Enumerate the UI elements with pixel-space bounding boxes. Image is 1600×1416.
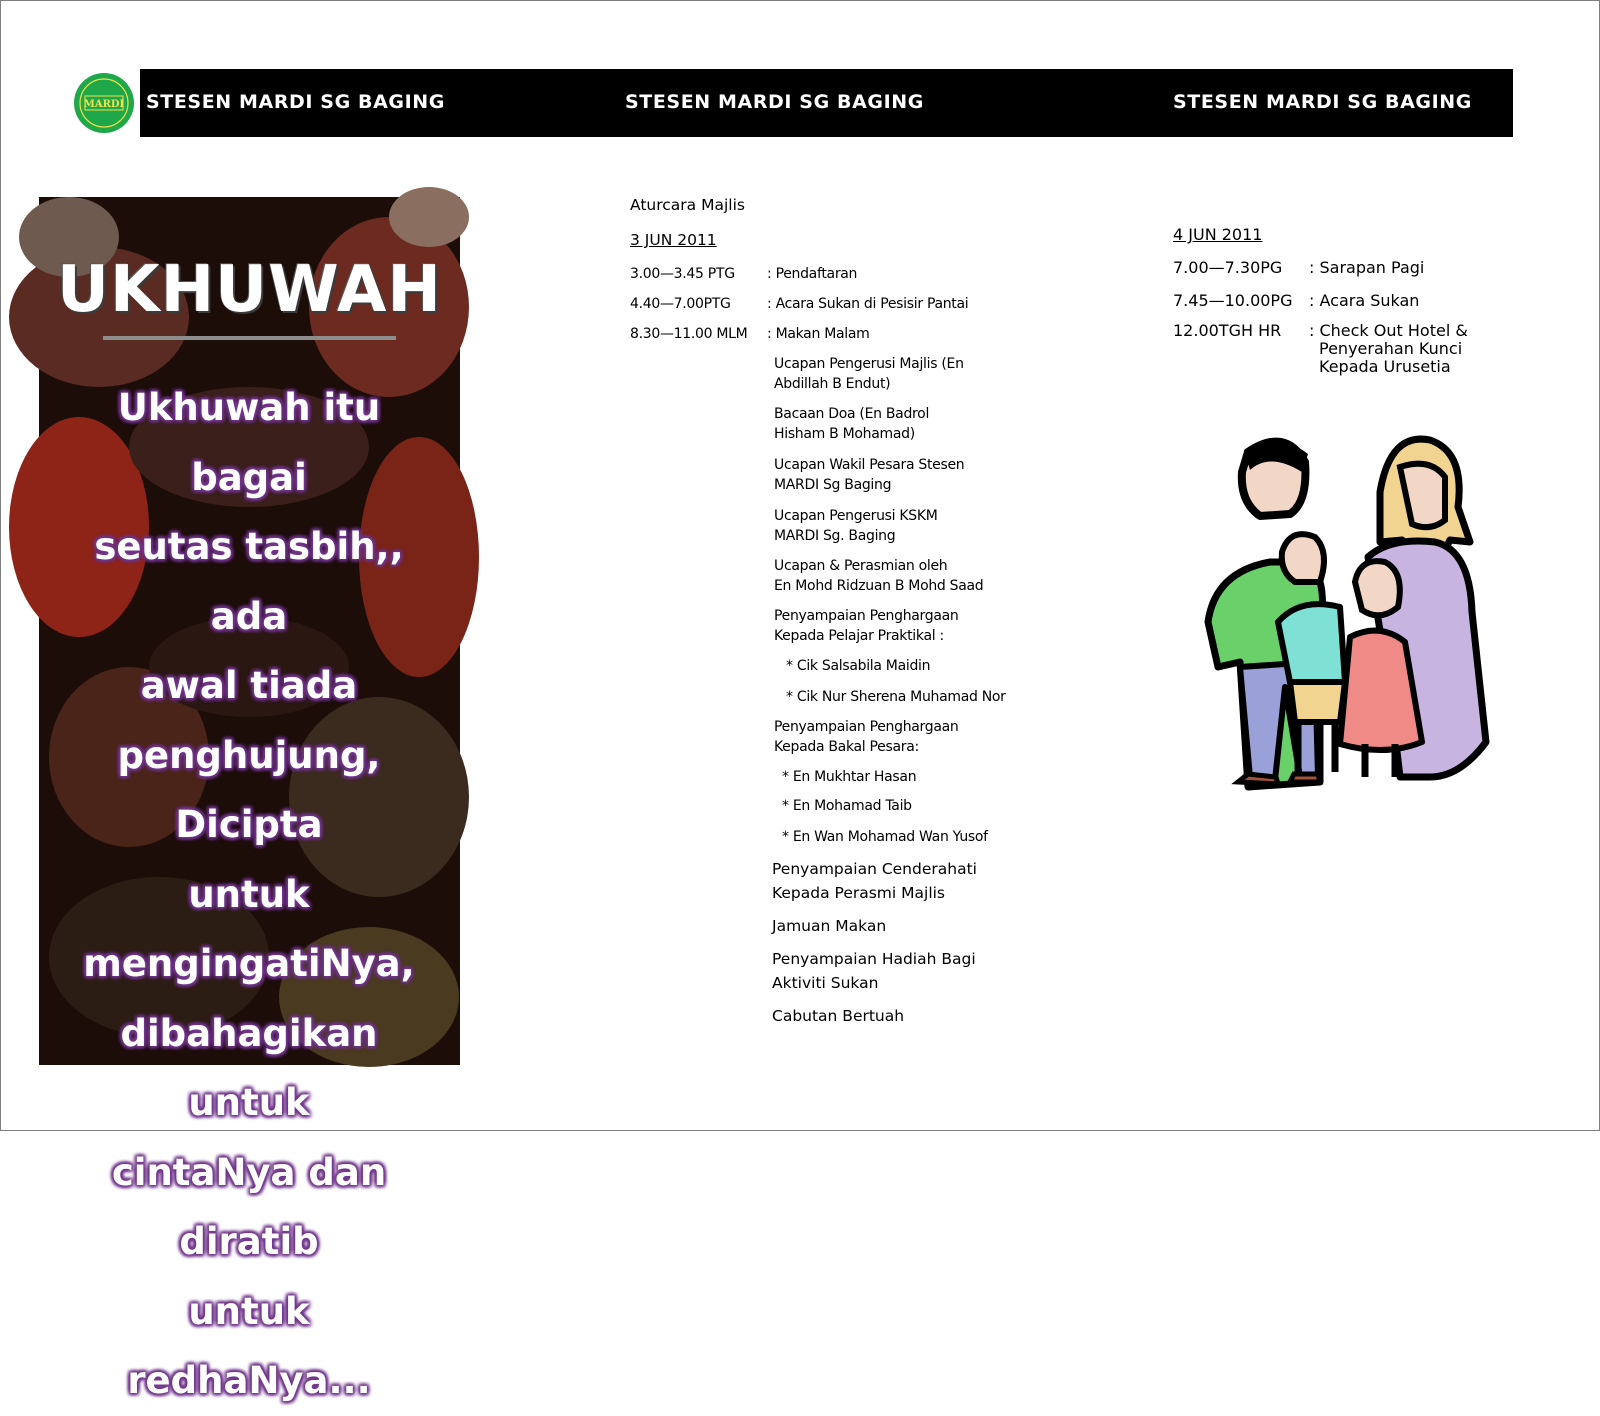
- quote-line: seutas tasbih,, ada: [94, 525, 404, 638]
- day2-row-item-cont: Penyerahan Kunci: [1319, 339, 1463, 358]
- quote-line: untuk: [188, 872, 310, 916]
- sub-item-line: Ucapan Pengerusi Majlis (En: [774, 356, 964, 372]
- quote-line: awal tiada: [140, 664, 358, 707]
- poster-quote: [69, 373, 429, 1416]
- quote-line: mengingatiNya,: [83, 942, 415, 985]
- day2-row-time: 7.00—7.30PG: [1173, 258, 1283, 277]
- header-title-right: STESEN MARDI SG BAGING: [1173, 91, 1472, 113]
- sub-item-line: MARDI Sg. Baging: [774, 528, 896, 544]
- programme-heading: Aturcara Majlis: [630, 196, 745, 214]
- quote-line: Ukhuwah itu bagai: [117, 386, 381, 499]
- quote-line: untuk redhaNya...: [127, 1289, 371, 1402]
- day1-row-item: : Acara Sukan di Pesisir Pantai: [767, 296, 969, 312]
- sub-item-line: Bacaan Doa (En Badrol: [774, 406, 930, 422]
- student-name: * Cik Nur Sherena Muhamad Nor: [786, 689, 1006, 705]
- mardi-logo-icon: [71, 72, 138, 134]
- poster-divider: [103, 336, 396, 340]
- closing-item-line: Kepada Perasmi Majlis: [772, 884, 946, 902]
- quote-line: penghujung, Dicipta: [117, 733, 381, 846]
- day2-row-time: 7.45—10.00PG: [1173, 291, 1293, 310]
- quote-line: dibahagikan untuk: [120, 1011, 378, 1124]
- poster-title: UKHUWAH: [57, 253, 442, 327]
- retiree-heading-line: Penyampaian Penghargaan: [774, 719, 959, 735]
- sub-item-line: Penyampaian Penghargaan: [774, 608, 959, 624]
- day2-row-item-cont: Kepada Urusetia: [1319, 357, 1451, 376]
- day1-row-time: 4.40—7.00PTG: [630, 296, 731, 312]
- retiree-heading-line: Kepada Bakal Pesara:: [774, 739, 919, 755]
- quote-line: cintaNya dan diratib: [111, 1150, 387, 1263]
- retiree-name: * En Wan Mohamad Wan Yusof: [782, 829, 988, 845]
- retiree-name: * En Mohamad Taib: [782, 798, 912, 814]
- day2-row-time: 12.00TGH HR: [1173, 321, 1282, 340]
- closing-item-line: Penyampaian Cenderahati: [772, 860, 977, 878]
- student-name: * Cik Salsabila Maidin: [786, 658, 931, 674]
- sub-item-line: Ucapan Wakil Pesara Stesen: [774, 457, 965, 473]
- closing-item-line: Aktiviti Sukan: [772, 974, 879, 992]
- day2-row-item: : Check Out Hotel &: [1309, 321, 1468, 340]
- ukhuwah-poster: [39, 197, 460, 1402]
- day1-row-item: : Pendaftaran: [767, 266, 858, 282]
- header-title-left: STESEN MARDI SG BAGING: [146, 91, 445, 113]
- sub-item-line: En Mohd Ridzuan B Mohd Saad: [774, 578, 984, 594]
- closing-item-line: Cabutan Bertuah: [772, 1007, 905, 1025]
- day2-date: 4 JUN 2011: [1173, 225, 1263, 244]
- sub-item-line: Ucapan Pengerusi KSKM: [774, 508, 938, 524]
- family-clipart-icon: [1190, 432, 1490, 792]
- day1-row-time: 3.00—3.45 PTG: [630, 266, 735, 282]
- day2-row-item: : Acara Sukan: [1309, 291, 1420, 310]
- sub-item-line: MARDI Sg Baging: [774, 477, 892, 493]
- sub-item-line: Abdillah B Endut): [774, 376, 891, 392]
- day2-row-item: : Sarapan Pagi: [1309, 258, 1425, 277]
- closing-item-line: Jamuan Makan: [772, 917, 887, 935]
- day1-row-time: 8.30—11.00 MLM: [630, 326, 748, 342]
- day1-row-item: : Makan Malam: [767, 326, 870, 342]
- day1-date: 3 JUN 2011: [630, 231, 717, 249]
- retiree-name: * En Mukhtar Hasan: [782, 769, 917, 785]
- header-title-center: STESEN MARDI SG BAGING: [625, 91, 924, 113]
- sub-item-line: Ucapan & Perasmian oleh: [774, 558, 948, 574]
- closing-item-line: Penyampaian Hadiah Bagi: [772, 950, 976, 968]
- sub-item-line: Kepada Pelajar Praktikal :: [774, 628, 944, 644]
- sub-item-line: Hisham B Mohamad): [774, 426, 915, 442]
- logo-text: MARDI: [83, 99, 125, 110]
